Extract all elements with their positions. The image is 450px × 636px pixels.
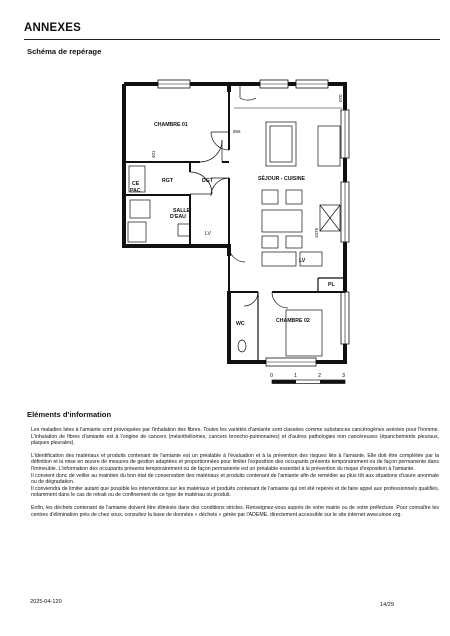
- label-wc: WC: [236, 321, 245, 327]
- scale-label-0: 0: [270, 373, 273, 379]
- scale-bar: [270, 373, 345, 384]
- door-swings: [190, 86, 288, 308]
- paragraph: Il conviendra de limiter autant que possible les interventions sur les matériaux et produits contenant de l'amiante qui ont été repérés et de faire appel aux professionnels qualifiés, notamment dans le cas de retrait ou de confinement de ce type de matériau ou produit.: [31, 485, 439, 499]
- label-chambre-02: CHAMBRE 02: [276, 318, 310, 324]
- scale-label-2: 2: [318, 373, 321, 379]
- dim-070: 070: [338, 94, 343, 102]
- label-chambre-01: CHAMBRE 01: [154, 122, 188, 128]
- scale-label-1: 1: [294, 373, 297, 379]
- document-reference: 2025-04-120: [30, 599, 62, 605]
- label-pac: PAC: [130, 188, 141, 194]
- paragraph: Il convient donc de veiller au maintien du bon état de conservation des matériaux et produits contenant de l'amiante afin de remédier au plus tôt aux situations d'usure anormale ou de dégradation.: [31, 472, 439, 486]
- dim-856: 856: [233, 129, 241, 134]
- scale-label-3: 3: [342, 373, 345, 379]
- section-title-elements: Eléments d'information: [27, 410, 112, 419]
- label-sejour-cuisine: SÉJOUR - CUISINE: [258, 176, 305, 182]
- section-title-schema: Schéma de repérage: [27, 47, 102, 56]
- label-ce: CE: [132, 181, 140, 187]
- paragraph: L'identification des matériaux et produits contenant de l'amiante est un préalable à l'évaluation et à la prévention des risques liés à l'amiante. Elle doit être complétée par la définition et la mise en œuvre de mesures de gestion adaptées et proportionnées pour limiter l'exposition des occupants présents temporairement ou de façon permanente dans l'immeuble. L'information des occupants présents temporairement ou de façon permanente est un préalable essentiel à la prévention du risque d'exposition à l'amiante.: [31, 452, 439, 472]
- dim-1078: 1078: [314, 227, 319, 238]
- label-dgt: DGT: [202, 178, 213, 184]
- label-lv: LV: [299, 258, 306, 264]
- page-title: ANNEXES: [24, 22, 81, 34]
- label-pl: PL: [328, 282, 335, 288]
- paragraph: Les maladies liées à l'amiante sont provoquées par l'inhalation des fibres. Toutes les variétés d'amiante sont classées comme substances cancérogènes avérées pour l'homme. L'inhalation de fibres d'amiante est à l'origine de cancers (mésothéliomes, cancers broncho-pulmonaires) et d'autres pathologies non cancéreuses (épanchements pleuraux, plaques pleurales).: [31, 427, 439, 447]
- dim-401: 401: [151, 150, 156, 158]
- room-labels: [130, 122, 335, 327]
- page-number: 14/29: [380, 602, 394, 608]
- info-text: [31, 427, 439, 524]
- paragraph: Enfin, les déchets contenant de l'amiante doivent être éliminés dans des conditions strictes. Renseignez-vous auprès de votre mairie ou de votre préfecture. Pour connaître les centres d'élimination près de chez vous, consultez la base de données « déchets » gérée par l'ADEME, directement accessible sur le site internet www.sinoe.org.: [31, 504, 439, 518]
- label-rgt: RGT: [162, 178, 173, 184]
- label-lv-salle: LV: [205, 231, 211, 237]
- label-salle: SALLE: [173, 208, 191, 214]
- label-deau: D'EAU: [170, 214, 186, 220]
